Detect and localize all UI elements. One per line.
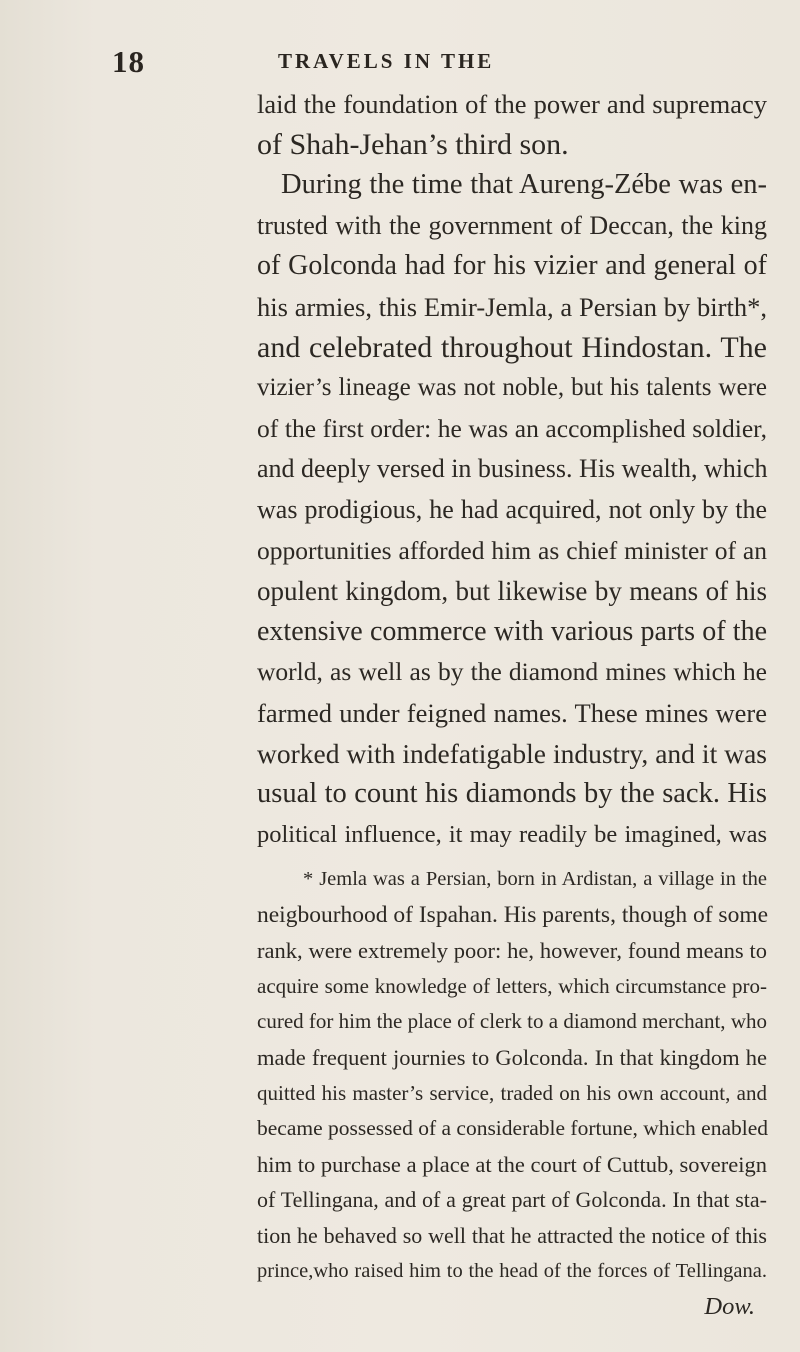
footnote-line: * Jemla was a Persian, born in Ardistan, a village in the [303,868,767,890]
footnote-line: rank, were extremely poor: he, however, found means to [257,938,767,964]
body-line: opulent kingdom, but likewise by means of his [257,576,767,607]
body-line: vizier’s lineage was not noble, but his talents were [257,374,767,402]
footnote-line: him to purchase a place at the court of Cuttub, sovereign [257,1151,767,1177]
body-line: his armies, this Emir-Jemla, a Persian by birth*, [257,291,767,322]
body-line: political influence, it may readily be imagined, was [257,820,767,848]
running-head [0,44,800,84]
footnote-line: of Tellingana, and of a great part of Golconda. In that sta- [257,1187,767,1213]
footnote-line: tion he behaved so well that he attracted the notice of this [257,1222,767,1248]
body-line: farmed under feigned names. These mines were [257,697,767,728]
body-line: usual to count his diamonds by the sack. His [257,778,767,810]
footnote-line: became possessed of a considerable fortune, which enabled [257,1116,769,1141]
body-line: trusted with the government of Deccan, the king [257,210,767,240]
footnote-line: made frequent journies to Golconda. In that kingdom he [257,1044,767,1070]
body-line: was prodigious, he had acquired, not only by the [257,494,767,524]
body-line: worked with indefatigable industry, and it was [257,737,767,769]
footnote-line: quitted his master’s service, traded on his own account, and [257,1080,767,1105]
body-line: and celebrated throughout Hindostan. The [257,330,767,364]
body-text [257,84,767,855]
body-line: and deeply versed in business. His wealth, which [257,454,768,484]
body-line: opportunities afforded him as chief minister of an [257,535,767,565]
page-number: 18 [112,44,145,79]
body-line: During the time that Aureng-Zébe was en- [281,169,767,201]
body-line: extensive commerce with various parts of the [257,615,767,647]
catchword: Dow. [704,1293,755,1321]
footnote-line: cured for him the place of clerk to a diamond merchant, who [257,1009,767,1034]
footnote-line: acquire some knowledge of letters, which circumstance pro- [257,973,767,998]
body-line: of Shah-Jehan’s third son. [257,127,569,161]
running-title: TRAVELS IN THE [278,49,495,73]
footnote-line: prince,who raised him to the head of the forces of Tellingana. [257,1259,767,1282]
body-line: of Golconda had for his vizier and general of [257,250,767,282]
body-line: of the first order: he was an accomplished soldier, [257,413,767,443]
footnote [257,862,767,1325]
body-line: laid the foundation of the power and supremacy [257,89,767,119]
footnote-line: neigbourhood of Ispahan. His parents, though of some [257,901,769,928]
body-line: world, as well as by the diamond mines which he [257,657,767,687]
